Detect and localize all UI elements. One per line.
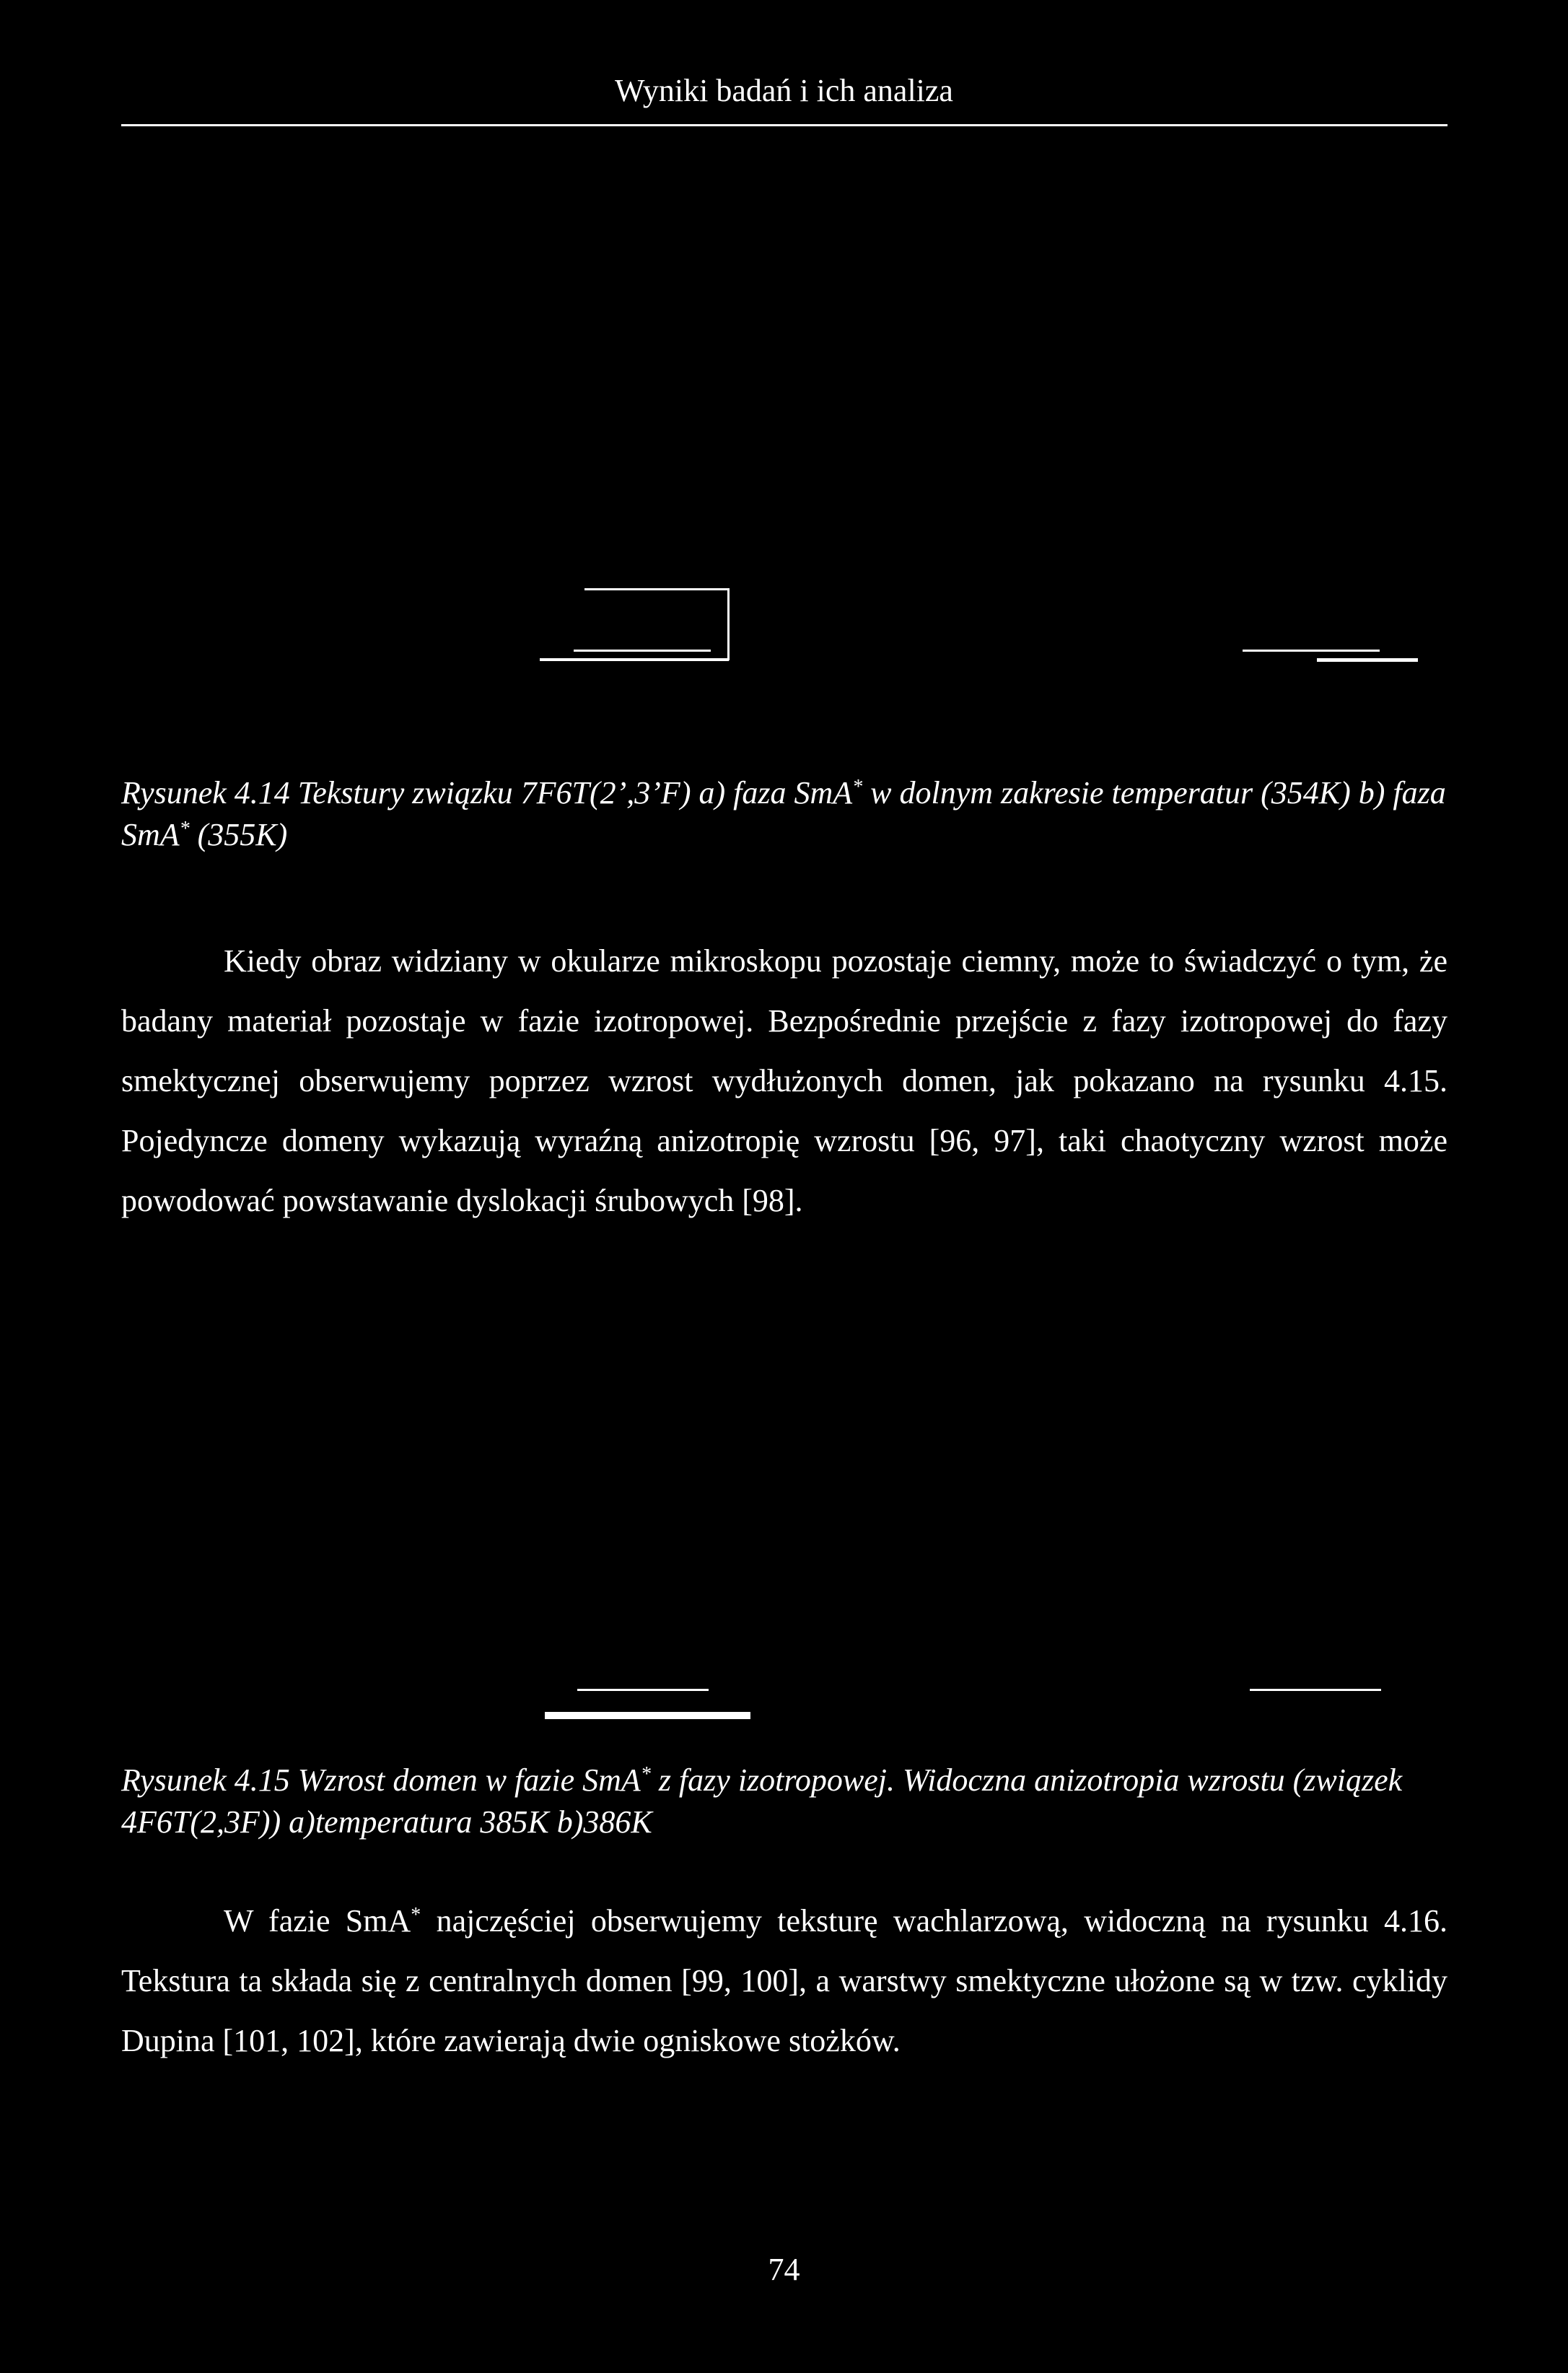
caption-superscript: * — [852, 776, 863, 798]
caption-text: Rysunek 4.14 Tekstury związku 7F6T(2’,3’F) a) faza SmA — [121, 775, 853, 810]
running-header: Wyniki badań i ich analiza — [615, 73, 953, 108]
page-number: 74 — [768, 2252, 800, 2287]
body-paragraph-1 — [121, 931, 1447, 1231]
scale-bar-a-top — [577, 1689, 709, 1691]
caption-text: (355K) — [189, 817, 288, 852]
figure-4-15-caption — [121, 1760, 1447, 1843]
paragraph-superscript: * — [411, 1904, 421, 1926]
caption-text: w dolnym zakresie temperatur (354K) b) faza SmA — [121, 775, 1446, 852]
body-paragraph-2 — [121, 1891, 1447, 2071]
scale-bar-b-top — [1250, 1689, 1381, 1691]
paragraph-text: W fazie SmA — [224, 1903, 411, 1939]
caption-text: z fazy izotropowej. Widoczna anizotropia wzrostu (związek 4F6T(2,3F)) a)temperatura 385K b)386K — [121, 1762, 1403, 1840]
header-rule — [121, 124, 1447, 126]
scale-bar-b-bottom — [1317, 658, 1418, 662]
paragraph-text: Kiedy obraz widziany w okularze mikroskopu pozostaje ciemny, może to świadczyć o tym, że badany materiał pozostaje w fazie izotropowej. Bezpośrednie przejście z fazy izotropowej do fazy smektycznej obserwujemy poprzez wzrost wydłużonych domen, jak pokazano na rysunku 4.15. Pojedyncze domeny wykazują wyraźną anizotropię wzrostu [96, 97], taki chaotyczny wzrost może powodować powstawanie dyslokacji śrubowych [98]. — [121, 943, 1447, 1218]
scale-bar-a-mid — [574, 650, 711, 652]
paragraph-text: najczęściej obserwujemy teksturę wachlarzową, widoczną na rysunku 4.16. Tekstura ta składa się z centralnych domen [99, 100], a warstwy smektyczne ułożone są w tzw. cyklidy Dupina [101, 102], które zawierają dwie ogniskowe stożków. — [121, 1903, 1447, 2058]
scale-bar-a-bottom — [540, 658, 729, 661]
caption-superscript: * — [640, 1763, 651, 1786]
caption-superscript: * — [179, 818, 190, 840]
scale-bar-a-top — [584, 588, 729, 590]
scale-bar-b-mid — [1243, 650, 1380, 652]
scale-bar-a-vertical — [727, 588, 730, 660]
scale-bar-a-bottom — [545, 1712, 750, 1719]
caption-text: Rysunek 4.15 Wzrost domen w fazie SmA — [121, 1762, 641, 1798]
figure-4-14-caption — [121, 772, 1447, 856]
